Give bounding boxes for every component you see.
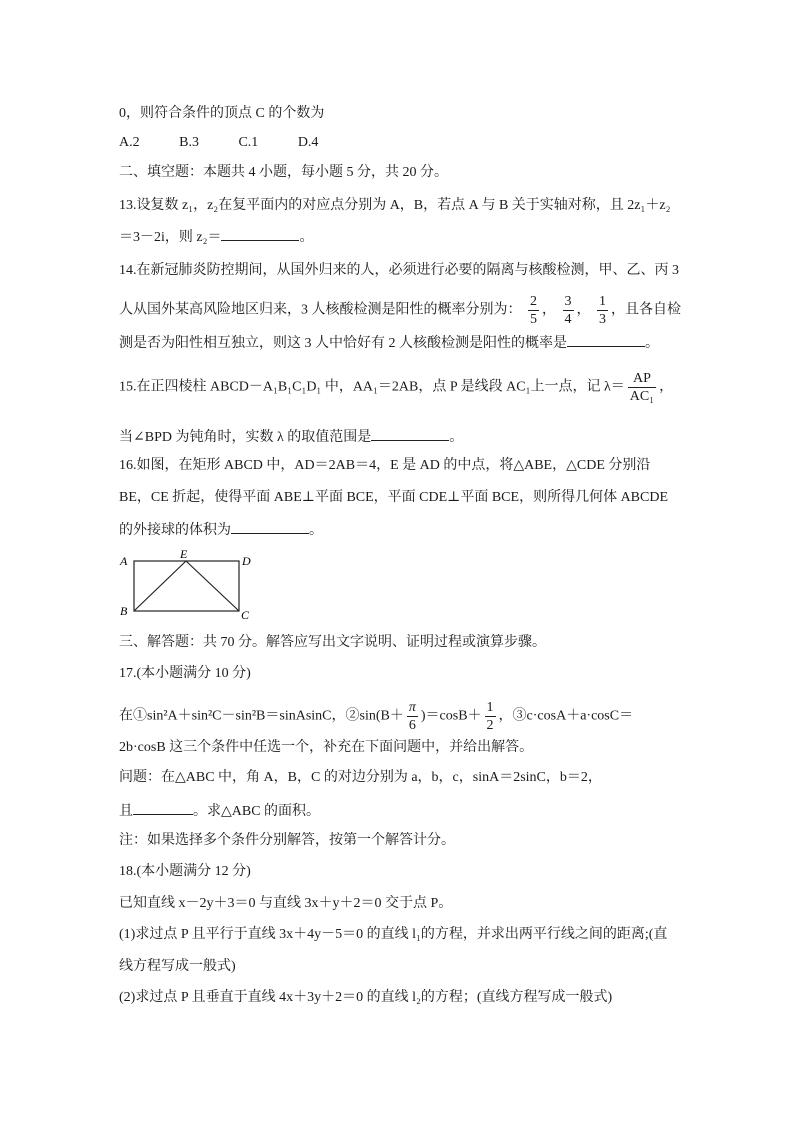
fraction-pi-over-6: $\frac{\pi}{6}$: [408, 700, 416, 733]
question-12-options: [119, 133, 354, 153]
fraction-one-third: $\frac{1}{3}$: [599, 294, 606, 327]
question-18-line-2: (1)求过点 P 且平行于直线 3x＋4y－5＝0 的直线 l₁的方程，并求出两平行线之间的距离;(直: [119, 927, 668, 942]
label-c: C: [241, 608, 250, 622]
answer-blank[interactable]: [221, 226, 299, 241]
question-15-line-2: [119, 426, 463, 448]
section-2-heading: 二、填空题：本题共 4 小题，每小题 5 分，共 20 分。: [119, 165, 448, 180]
fraction-ap-over-ac1: $\frac{AP}{\text{AC₁}}$: [629, 371, 655, 404]
fraction-three-quarters: $\frac{3}{4}$: [564, 294, 572, 327]
label-d: D: [242, 554, 251, 568]
answer-blank[interactable]: [371, 426, 449, 441]
question-13-line-2: [119, 226, 313, 248]
question-17-text: 。求△ABC 的面积。: [193, 804, 321, 819]
answer-blank[interactable]: [231, 519, 309, 534]
label-a: A: [120, 554, 128, 568]
question-13-line-1: 13.设复数 z₁，z₂在复平面内的对应点分别为 A，B，若点 A 与 B 关于实轴对称，且 2z₁＋z₂: [119, 198, 671, 213]
option-b: B.3: [179, 135, 199, 150]
label-e: E: [180, 548, 188, 561]
question-17-text: 在①sin²A＋sin²C－sin²B＝sinAsinC，②sin(B＋: [119, 708, 404, 724]
question-14-text: 测是否为阳性相互独立，则这 3 人中恰好有 2 人核酸检测是阳性的概率是: [119, 336, 567, 351]
question-18-heading: 18.(本小题满分 12 分): [119, 864, 251, 879]
fraction-two-fifths: $\frac{2}{5}$: [530, 294, 537, 327]
question-18-line-3: 线方程写成一般式): [119, 959, 236, 974]
period: 。: [645, 336, 659, 351]
rectangle-abcd: [134, 561, 239, 611]
question-16-line-2: BE，CE 折起，使得平面 ABE⊥平面 BCE，平面 CDE⊥平面 BCE，则所得几何体 ABCDE: [119, 490, 669, 505]
rectangle-figure: [116, 548, 256, 624]
question-17-line-3: 问题：在△ABC 中，角 A，B，C 的对边分别为 a，b，c，sinA＝2sinC，b＝2，: [119, 770, 602, 785]
question-17-text: )＝cosB＋: [420, 708, 482, 724]
question-16-text: 的外接球的体积为: [119, 523, 231, 538]
question-17-text: 且: [119, 804, 133, 819]
question-15-line-1: 15.在正四棱柱 ABCD－A₁B₁C₁D₁ 中，AA₁＝2AB，点 P 是线段 AC₁上一点，记 λ＝ $\frac{AP}{\text{AC₁}}$ ，: [119, 371, 674, 404]
period: 。: [449, 430, 464, 445]
question-14-text: 人从国外某高风险地区归来，3 人核酸检测是阳性的概率分别为：: [119, 302, 522, 318]
question-16-line-3: [119, 519, 323, 541]
option-a: A.2: [119, 135, 140, 150]
question-14-text-end: ，且各自检: [611, 302, 681, 318]
option-c: C.1: [238, 135, 259, 150]
question-15-text: 15.在正四棱柱 ABCD－A₁B₁C₁D₁ 中，AA₁＝2AB，点 P 是线段 AC₁上一点，记 λ＝: [119, 379, 625, 395]
question-16-line-1: 16.如图，在矩形 ABCD 中，AD＝2AB＝4，E 是 AD 的中点，将△ABE，△CDE 分别沿: [119, 458, 651, 473]
question-18-line-1: 已知直线 x－2y＋3＝0 与直线 3x＋y＋2＝0 交于点 P。: [119, 896, 453, 911]
option-d: D.4: [297, 135, 319, 150]
question-17-line-2: 2b·cosB 这三个条件中任选一个，补充在下面问题中，并给出解答。: [119, 740, 534, 755]
fraction-one-half: $\frac{1}{2}$: [486, 700, 494, 733]
segment-be: [134, 561, 186, 611]
question-18-line-4: (2)求过点 P 且垂直于直线 4x＋3y＋2＝0 的直线 l₂的方程；(直线方程写成一般式): [119, 990, 613, 1005]
question-12-fragment: 0，则符合条件的顶点 C 的个数为: [119, 106, 325, 121]
segment-ce: [186, 561, 239, 611]
question-17-heading: 17.(本小题满分 10 分): [119, 666, 251, 681]
label-b: B: [120, 604, 128, 618]
question-15-text: 当∠BPD 为钝角时，实数 λ 的取值范围是: [119, 430, 372, 445]
section-3-heading: 三、解答题：共 70 分。解答应写出文字说明、证明过程或演算步骤。: [119, 635, 546, 650]
question-17-note: 注：如果选择多个条件分别解答，按第一个解答计分。: [119, 833, 455, 848]
question-13-text: ＝3－2i，则 z₂＝: [119, 230, 222, 245]
question-14-line-1: 14.在新冠肺炎防控期间，从国外归来的人，必须进行必要的隔离与核酸检测，甲、乙、丙 3: [119, 263, 679, 278]
question-14-line-2: 人从国外某高风险地区归来，3 人核酸检测是阳性的概率分别为： $\frac{2}{5}$ ， $\frac{3}{4}$ ， $\frac{1}{3}$ ，且各自检: [119, 294, 681, 327]
question-17-line-4: [119, 800, 320, 822]
question-14-line-3: [119, 332, 659, 354]
answer-blank[interactable]: [133, 800, 193, 815]
question-17-line-1: [119, 699, 633, 734]
period: 。: [309, 523, 323, 538]
answer-blank[interactable]: [567, 332, 645, 347]
period: 。: [299, 230, 314, 245]
question-17-text: ，③c·cosA＋a·cosC＝: [498, 708, 634, 724]
